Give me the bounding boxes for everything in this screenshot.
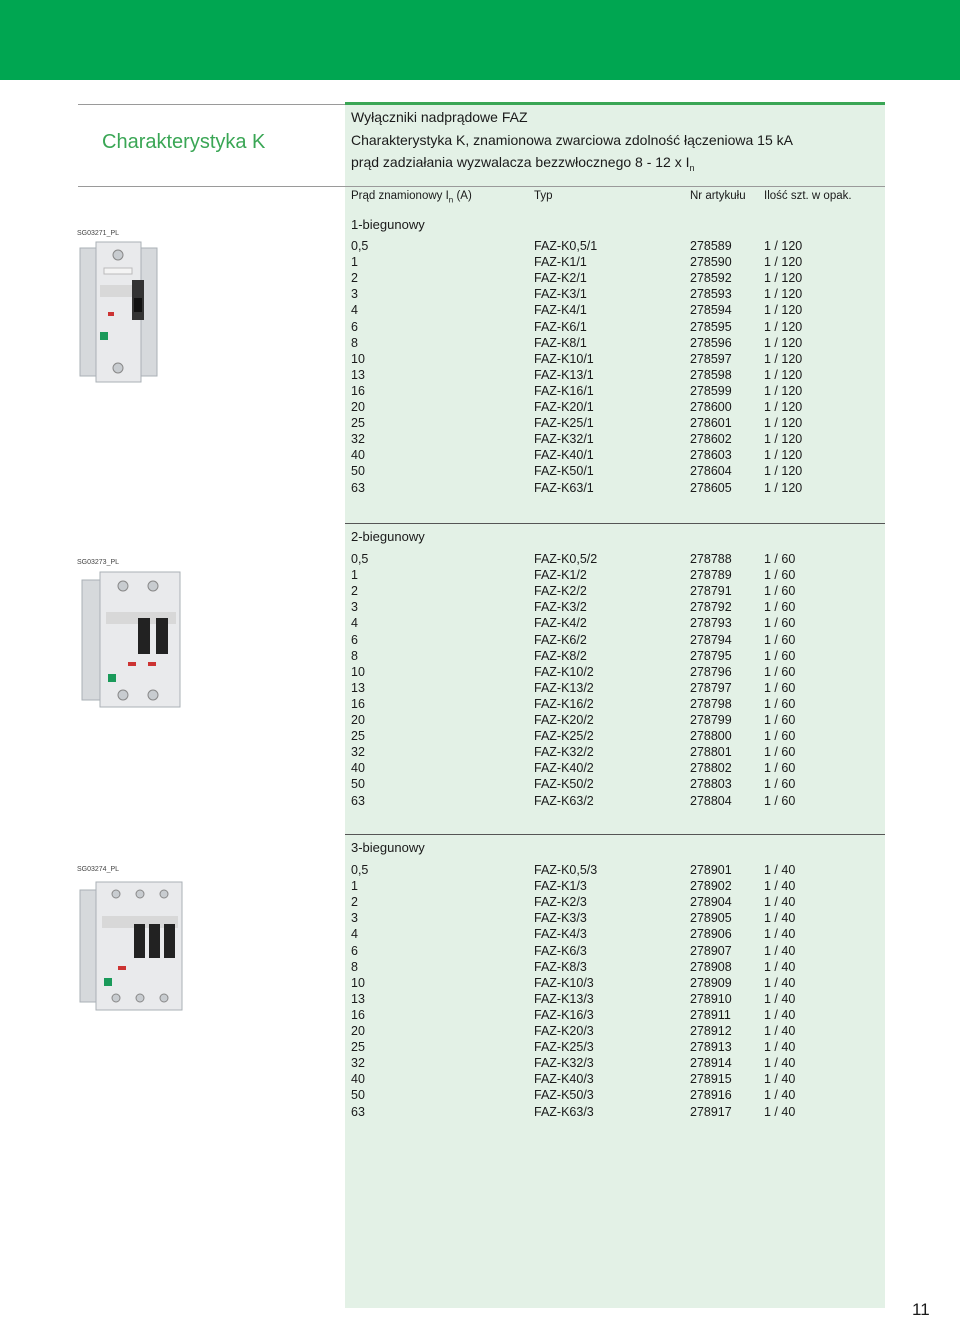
cell-type: FAZ-K63/1: [534, 480, 594, 495]
column-header-type: Typ: [534, 190, 553, 202]
table-row: [351, 632, 871, 648]
cell-pack: 1 / 120: [764, 464, 803, 479]
cell-type: FAZ-K40/2: [534, 761, 594, 776]
cell-pack: 1 / 60: [764, 552, 796, 566]
cell-article: 278906: [690, 927, 732, 942]
cell-article: 278791: [690, 584, 732, 599]
cell-pack: 1 / 120: [764, 400, 803, 414]
cell-type: FAZ-K1/2: [534, 568, 587, 583]
group-rule-2p: [345, 523, 885, 524]
cell-article: 278597: [690, 351, 732, 366]
cell-article: 278909: [690, 975, 732, 990]
cell-current: 6: [351, 632, 358, 647]
cell-current: 4: [351, 303, 358, 318]
cell-article: 278594: [690, 303, 732, 318]
cell-article: 278793: [690, 616, 732, 631]
cell-current: 6: [351, 943, 358, 958]
table-row: [351, 1055, 871, 1071]
cell-pack: 1 / 40: [764, 895, 796, 910]
cell-article: 278798: [690, 696, 732, 711]
cell-pack: 1 / 60: [764, 632, 796, 647]
cell-type: FAZ-K2/2: [534, 584, 587, 599]
cell-article: 278600: [690, 400, 732, 414]
cell-pack: 1 / 40: [764, 1024, 796, 1038]
cell-current: 8: [351, 335, 358, 350]
cell-type: FAZ-K13/1: [534, 367, 594, 382]
cell-pack: 1 / 60: [764, 584, 796, 599]
cell-current: 10: [351, 975, 365, 990]
cell-current: 6: [351, 319, 358, 334]
cell-pack: 1 / 120: [764, 255, 803, 270]
cell-current: 16: [351, 1007, 365, 1022]
cell-type: FAZ-K50/2: [534, 777, 594, 792]
cell-type: FAZ-K10/1: [534, 351, 594, 366]
cell-current: 20: [351, 1024, 365, 1038]
cell-article: 278914: [690, 1056, 732, 1071]
image-label-3p: SG03274_PL: [77, 866, 120, 873]
image-label-2p: SG03273_PL: [77, 559, 120, 566]
cell-pack: 1 / 40: [764, 1007, 796, 1022]
cell-pack: 1 / 60: [764, 713, 796, 727]
cell-type: FAZ-K0,5/2: [534, 552, 598, 566]
table-row: [351, 551, 871, 567]
cell-current: 50: [351, 1088, 365, 1103]
cell-type: FAZ-K20/2: [534, 713, 594, 727]
table-row: [351, 910, 871, 926]
table-row: [351, 1104, 871, 1120]
cell-article: 278800: [690, 729, 732, 744]
breaker-2-pole-image: [78, 570, 188, 710]
cell-pack: 1 / 40: [764, 1072, 796, 1087]
table-row: [351, 712, 871, 728]
cell-article: 278901: [690, 863, 732, 877]
cell-article: 278912: [690, 1024, 732, 1038]
description-line-2: prąd zadziałania wyzwalacza bezzwłocznego 8 - 12 x $I_n$: [351, 154, 695, 173]
cell-current: 3: [351, 287, 358, 302]
cell-pack: 1 / 60: [764, 600, 796, 615]
group-title-1p: 1-biegunowy: [351, 217, 425, 232]
cell-current: 25: [351, 416, 365, 431]
cell-article: 278604: [690, 464, 732, 479]
cell-article: 278592: [690, 271, 732, 286]
table-row: [351, 744, 871, 760]
cell-current: 1: [351, 879, 358, 894]
table-row: [351, 583, 871, 599]
group-title-2p: 2-biegunowy: [351, 529, 425, 544]
cell-pack: 1 / 40: [764, 1056, 796, 1071]
cell-pack: 1 / 120: [764, 335, 803, 350]
table-row: [351, 878, 871, 894]
cell-type: FAZ-K13/2: [534, 680, 594, 695]
cell-current: 10: [351, 664, 365, 679]
cell-current: 40: [351, 1072, 365, 1087]
cell-type: FAZ-K25/3: [534, 1040, 594, 1055]
table-row: [351, 302, 871, 318]
breaker-3-pole-image: [78, 880, 188, 1015]
table-row: [351, 1087, 871, 1103]
cell-current: 8: [351, 648, 358, 663]
cell-current: 0,5: [351, 863, 369, 877]
table-row: [351, 335, 871, 351]
cell-current: 13: [351, 680, 365, 695]
cell-pack: 1 / 60: [764, 616, 796, 631]
cell-article: 278590: [690, 255, 732, 270]
table-row: [351, 615, 871, 631]
group-rule-3p: [345, 834, 885, 835]
cell-current: 13: [351, 991, 365, 1006]
cell-article: 278802: [690, 761, 732, 776]
cell-pack: 1 / 60: [764, 680, 796, 695]
table-row: [351, 894, 871, 910]
table-row: [351, 286, 871, 302]
table-row: [351, 1071, 871, 1087]
product-title: Wyłączniki nadprądowe FAZ: [351, 109, 528, 125]
cell-pack: 1 / 40: [764, 1088, 796, 1103]
cell-article: 278799: [690, 713, 732, 727]
cell-pack: 1 / 40: [764, 975, 796, 990]
cell-type: FAZ-K63/2: [534, 793, 594, 808]
cell-pack: 1 / 120: [764, 448, 803, 463]
cell-current: 2: [351, 895, 358, 910]
header-rule: [345, 102, 885, 105]
cell-type: FAZ-K50/3: [534, 1088, 594, 1103]
cell-pack: 1 / 60: [764, 793, 796, 808]
cell-type: FAZ-K2/3: [534, 895, 587, 910]
cell-pack: 1 / 120: [764, 319, 803, 334]
table-row: [351, 760, 871, 776]
left-top-rule: [78, 104, 345, 105]
section-title: Charakterystyka K: [102, 131, 266, 153]
cell-current: 63: [351, 793, 365, 808]
cell-type: FAZ-K10/2: [534, 664, 594, 679]
cell-pack: 1 / 60: [764, 664, 796, 679]
cell-current: 16: [351, 696, 365, 711]
cell-article: 278804: [690, 793, 732, 808]
cell-pack: 1 / 60: [764, 648, 796, 663]
table-row: [351, 696, 871, 712]
cell-current: 8: [351, 959, 358, 974]
cell-current: 13: [351, 367, 365, 382]
cell-pack: 1 / 60: [764, 696, 796, 711]
cell-type: FAZ-K3/1: [534, 287, 587, 302]
table-row: [351, 383, 871, 399]
cell-pack: 1 / 120: [764, 351, 803, 366]
table-row: [351, 270, 871, 286]
cell-pack: 1 / 120: [764, 239, 803, 253]
cell-pack: 1 / 40: [764, 991, 796, 1006]
table-row: [351, 680, 871, 696]
cell-type: FAZ-K0,5/3: [534, 863, 598, 877]
table-row: [351, 943, 871, 959]
cell-current: 50: [351, 777, 365, 792]
cell-type: FAZ-K63/3: [534, 1104, 594, 1119]
table-row: [351, 776, 871, 792]
cell-type: FAZ-K32/2: [534, 745, 594, 760]
image-label-1p: SG03271_PL: [77, 230, 120, 237]
cell-pack: 1 / 60: [764, 745, 796, 760]
cell-current: 0,5: [351, 552, 369, 566]
cell-type: FAZ-K10/3: [534, 975, 594, 990]
cell-pack: 1 / 120: [764, 383, 803, 398]
cell-pack: 1 / 60: [764, 729, 796, 744]
cell-type: FAZ-K4/3: [534, 927, 587, 942]
cell-current: 16: [351, 383, 365, 398]
cell-pack: 1 / 60: [764, 777, 796, 792]
cell-type: FAZ-K6/2: [534, 632, 587, 647]
cell-pack: 1 / 120: [764, 480, 803, 495]
cell-current: 40: [351, 448, 365, 463]
table-row: [351, 319, 871, 335]
cell-type: FAZ-K6/3: [534, 943, 587, 958]
cell-pack: 1 / 40: [764, 879, 796, 894]
left-bottom-rule: [78, 186, 345, 187]
cell-type: FAZ-K8/3: [534, 959, 587, 974]
cell-current: 4: [351, 927, 358, 942]
cell-article: 278794: [690, 632, 732, 647]
table-row: [351, 862, 871, 878]
cell-type: FAZ-K4/1: [534, 303, 587, 318]
cell-article: 278605: [690, 480, 732, 495]
table-row: [351, 648, 871, 664]
cell-current: 40: [351, 761, 365, 776]
cell-pack: 1 / 120: [764, 303, 803, 318]
cell-pack: 1 / 120: [764, 416, 803, 431]
cell-current: 32: [351, 745, 365, 760]
table-row: [351, 599, 871, 615]
cell-article: 278911: [690, 1007, 731, 1022]
cell-article: 278789: [690, 568, 732, 583]
cell-current: 25: [351, 1040, 365, 1055]
cell-type: FAZ-K16/2: [534, 696, 594, 711]
cell-pack: 1 / 120: [764, 287, 803, 302]
cell-pack: 1 / 40: [764, 927, 796, 942]
cell-current: 25: [351, 729, 365, 744]
cell-article: 278904: [690, 895, 732, 910]
table-row: [351, 1039, 871, 1055]
cell-pack: 1 / 40: [764, 911, 796, 926]
table-row: [351, 1007, 871, 1023]
cell-article: 278910: [690, 991, 732, 1006]
cell-current: 1: [351, 255, 358, 270]
cell-article: 278598: [690, 367, 732, 382]
table-row: [351, 926, 871, 942]
cell-type: FAZ-K32/1: [534, 432, 594, 447]
cell-type: FAZ-K25/2: [534, 729, 594, 744]
cell-current: 20: [351, 713, 365, 727]
cell-current: 63: [351, 1104, 365, 1119]
cell-type: FAZ-K40/1: [534, 448, 594, 463]
table-row: [351, 463, 871, 479]
cell-article: 278601: [690, 416, 732, 431]
cell-article: 278907: [690, 943, 732, 958]
cell-article: 278792: [690, 600, 732, 615]
table-row: [351, 238, 871, 254]
cell-type: FAZ-K2/1: [534, 271, 587, 286]
table-row: [351, 975, 871, 991]
cell-article: 278788: [690, 552, 732, 566]
cell-current: 4: [351, 616, 358, 631]
top-green-bar: [0, 0, 960, 80]
cell-type: FAZ-K16/3: [534, 1007, 594, 1022]
cell-current: 3: [351, 911, 358, 926]
column-header-current: Prąd znamionowy $I_n$ (A): [351, 190, 472, 205]
cell-current: 63: [351, 480, 365, 495]
cell-type: FAZ-K8/2: [534, 648, 587, 663]
column-header-article: Nr artykułu: [690, 190, 746, 202]
table-row: [351, 567, 871, 583]
cell-type: FAZ-K13/3: [534, 991, 594, 1006]
cell-pack: 1 / 40: [764, 863, 796, 877]
cell-article: 278913: [690, 1040, 732, 1055]
cell-current: 10: [351, 351, 365, 366]
cell-current: 32: [351, 432, 365, 447]
description-line-1: Charakterystyka K, znamionowa zwarciowa zdolność łączeniowa 15 kA: [351, 132, 793, 148]
cell-current: 3: [351, 600, 358, 615]
cell-article: 278801: [690, 745, 732, 760]
page-number: 11: [912, 1300, 930, 1319]
table-row: [351, 254, 871, 270]
cell-article: 278603: [690, 448, 732, 463]
table-row: [351, 367, 871, 383]
cell-pack: 1 / 40: [764, 1040, 796, 1055]
cell-article: 278905: [690, 911, 732, 926]
cell-type: FAZ-K50/1: [534, 464, 594, 479]
cell-article: 278916: [690, 1088, 732, 1103]
cell-type: FAZ-K25/1: [534, 416, 594, 431]
cell-type: FAZ-K32/3: [534, 1056, 594, 1071]
cell-type: FAZ-K4/2: [534, 616, 587, 631]
cell-current: 2: [351, 271, 358, 286]
table-row: [351, 959, 871, 975]
cell-article: 278908: [690, 959, 732, 974]
cell-article: 278797: [690, 680, 732, 695]
column-header-pack: Ilość szt. w opak.: [764, 190, 852, 202]
cell-type: FAZ-K3/3: [534, 911, 587, 926]
cell-pack: 1 / 60: [764, 568, 796, 583]
cell-pack: 1 / 60: [764, 761, 796, 776]
table-row: [351, 1023, 871, 1039]
cell-article: 278796: [690, 664, 732, 679]
cell-article: 278795: [690, 648, 732, 663]
cell-current: 32: [351, 1056, 365, 1071]
table-row: [351, 664, 871, 680]
cell-article: 278595: [690, 319, 732, 334]
cell-current: 20: [351, 400, 365, 414]
cell-pack: 1 / 120: [764, 271, 803, 286]
cell-article: 278589: [690, 239, 732, 253]
cell-article: 278915: [690, 1072, 732, 1087]
cell-type: FAZ-K0,5/1: [534, 239, 598, 253]
cell-type: FAZ-K8/1: [534, 335, 587, 350]
cell-pack: 1 / 120: [764, 367, 803, 382]
table-row: [351, 431, 871, 447]
cell-article: 278917: [690, 1104, 732, 1119]
group-title-3p: 3-biegunowy: [351, 840, 425, 855]
table-row: [351, 351, 871, 367]
cell-type: FAZ-K1/1: [534, 255, 587, 270]
table-row: [351, 415, 871, 431]
table-row: [351, 728, 871, 744]
table-row: [351, 793, 871, 809]
cell-pack: 1 / 120: [764, 432, 803, 447]
cell-type: FAZ-K1/3: [534, 879, 587, 894]
cell-pack: 1 / 40: [764, 943, 796, 958]
cell-type: FAZ-K20/1: [534, 400, 594, 414]
cell-type: FAZ-K40/3: [534, 1072, 594, 1087]
cell-article: 278902: [690, 879, 732, 894]
cell-article: 278602: [690, 432, 732, 447]
cell-type: FAZ-K20/3: [534, 1024, 594, 1038]
table-row: [351, 447, 871, 463]
cell-current: 50: [351, 464, 365, 479]
cell-article: 278599: [690, 383, 732, 398]
cell-current: 1: [351, 568, 358, 583]
table-row: [351, 399, 871, 415]
column-header-rule: [345, 186, 885, 187]
cell-current: 0,5: [351, 239, 369, 253]
table-row: [351, 480, 871, 496]
cell-type: FAZ-K6/1: [534, 319, 587, 334]
cell-article: 278593: [690, 287, 732, 302]
cell-article: 278803: [690, 777, 732, 792]
cell-pack: 1 / 40: [764, 959, 796, 974]
cell-article: 278596: [690, 335, 732, 350]
cell-pack: 1 / 40: [764, 1104, 796, 1119]
table-row: [351, 991, 871, 1007]
cell-type: FAZ-K3/2: [534, 600, 587, 615]
cell-current: 2: [351, 584, 358, 599]
cell-type: FAZ-K16/1: [534, 383, 594, 398]
breaker-1-pole-image: [78, 240, 168, 385]
